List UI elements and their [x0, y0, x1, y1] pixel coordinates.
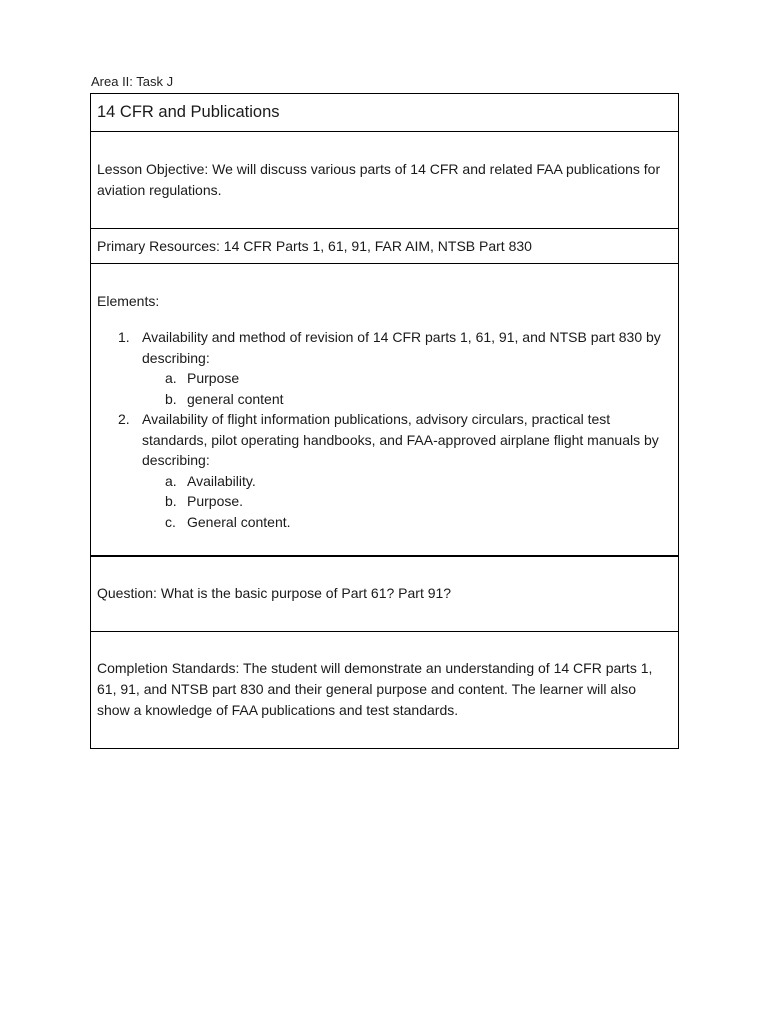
sub-element-text: General content. — [187, 513, 291, 530]
element-item — [97, 327, 672, 409]
sub-element-list — [142, 368, 672, 409]
sub-element-text: general content — [187, 390, 284, 407]
sub-element-item — [142, 491, 672, 512]
sub-element-item — [142, 389, 672, 410]
lesson-title-row — [91, 94, 678, 131]
sub-element-list — [142, 471, 672, 533]
area-task-header: Area II: Task J — [91, 74, 174, 89]
sub-element-letter: b. — [165, 390, 177, 407]
element-number: 1. — [118, 329, 130, 345]
lesson-objective: Lesson Objective: We will discuss various parts of 14 CFR and related FAA publications for aviation regulations. — [97, 161, 661, 198]
lesson-objective-row — [91, 131, 678, 228]
primary-resources-row — [91, 228, 678, 263]
sub-element-item — [142, 512, 672, 533]
lesson-title: 14 CFR and Publications — [97, 103, 280, 121]
element-text: Availability and method of revision of 14 CFR parts 1, 61, 91, and NTSB part 830 by describing: — [142, 329, 661, 366]
element-item — [97, 409, 672, 532]
question-text: Question: What is the basic purpose of Part 61? Part 91? — [97, 585, 452, 601]
element-text: Availability of flight information publications, advisory circulars, practical test standards, pilot operating handbooks, and FAA-approved airplane flight manuals by describing: — [142, 411, 659, 468]
sub-element-text: Purpose. — [187, 493, 244, 509]
completion-standards: Completion Standards: The student will demonstrate an understanding of 14 CFR parts 1, 61, 91, and NTSB part 830 and their general purpose and content. The learner will also show a knowledge of FAA publications and test standards. — [97, 660, 653, 718]
sub-element-letter: a. — [165, 472, 177, 489]
sub-element-letter: a. — [165, 370, 177, 386]
sub-element-text: Purpose — [187, 370, 240, 386]
primary-resources: Primary Resources: 14 CFR Parts 1, 61, 91, FAR AIM, NTSB Part 830 — [97, 238, 532, 254]
sub-element-item — [142, 368, 672, 389]
completion-standards-row — [91, 631, 678, 748]
sub-element-item — [142, 471, 672, 492]
sub-element-text: Availability. — [187, 472, 256, 489]
elements-list — [97, 327, 672, 532]
elements-label: Elements: — [97, 293, 160, 309]
element-number: 2. — [118, 411, 130, 427]
elements-row — [91, 263, 678, 555]
sub-element-letter: c. — [165, 513, 176, 530]
question-row — [91, 555, 678, 631]
sub-element-letter: b. — [165, 493, 177, 509]
lesson-plan-table — [90, 93, 679, 749]
